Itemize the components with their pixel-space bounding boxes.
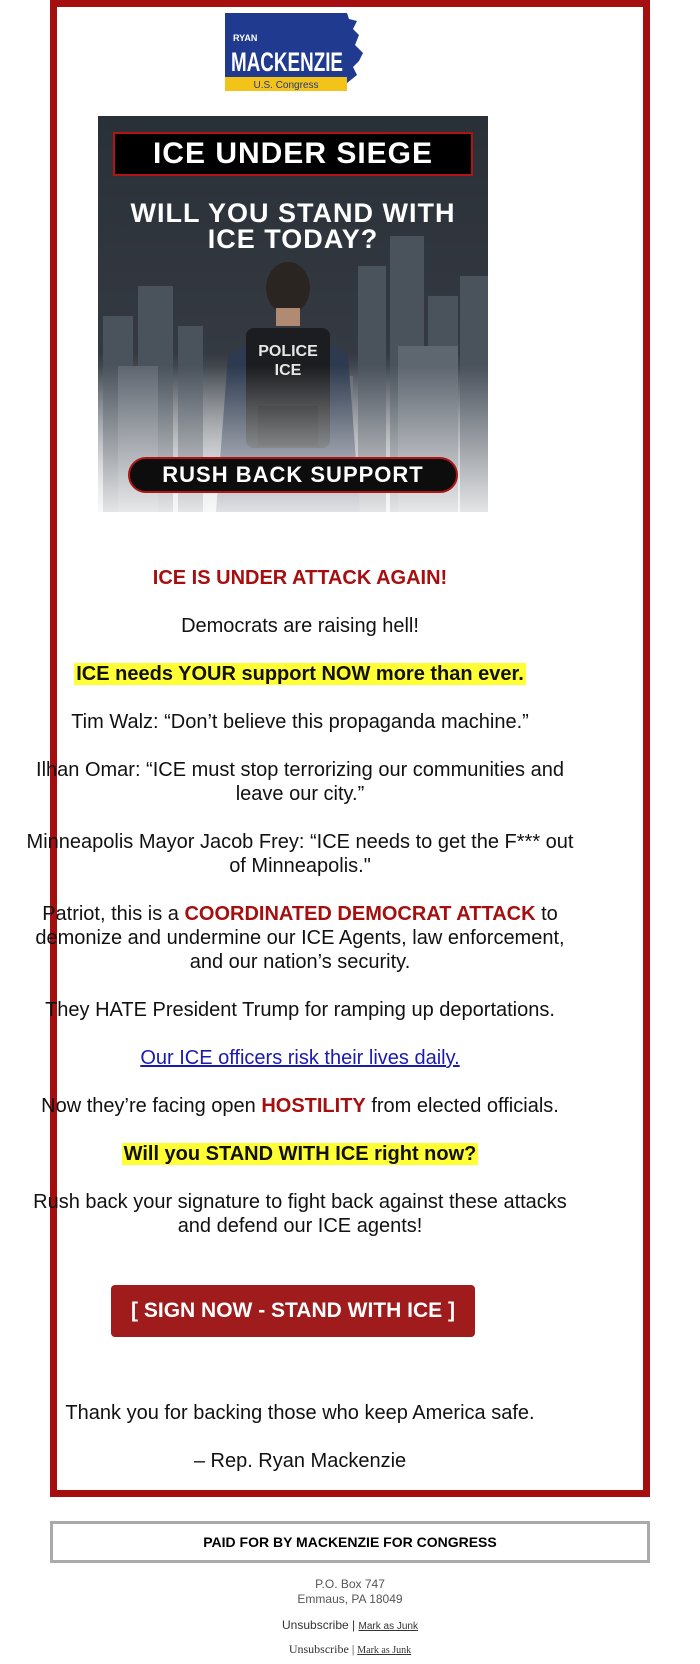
logo-name: MACKENZIE bbox=[231, 47, 343, 77]
patriot-post: to bbox=[535, 903, 558, 925]
thank-you-text: Thank you for backing those who keep America safe. bbox=[65, 1402, 535, 1424]
patriot-line3: and our nation’s security. bbox=[189, 951, 411, 973]
vest-label-police: POLICE bbox=[258, 343, 318, 360]
address-line2: Emmaus, PA 18049 bbox=[297, 1592, 403, 1606]
highlight-text: ICE needs YOUR support NOW more than ever. bbox=[76, 663, 524, 685]
link-paragraph bbox=[7, 1046, 593, 1070]
address-line1: P.O. Box 747 bbox=[315, 1577, 385, 1591]
unsubscribe-row bbox=[0, 1618, 700, 1634]
patriot-red: COORDINATED DEMOCRAT ATTACK bbox=[184, 903, 536, 925]
hostility-post: from elected officials. bbox=[365, 1095, 559, 1117]
patriot-pre: Patriot, this is a bbox=[42, 903, 185, 925]
hero-question-line2: ICE TODAY? bbox=[207, 224, 379, 254]
unsubscribe-link-2[interactable]: Unsubscribe bbox=[288, 1642, 349, 1656]
logo-small-name: RYAN bbox=[233, 33, 258, 43]
hostility-pre: Now they’re facing open bbox=[41, 1095, 262, 1117]
quote-omar-line2: leave our city.” bbox=[235, 783, 365, 805]
rush-back-support-button[interactable]: RUSH BACK SUPPORT bbox=[128, 457, 458, 493]
paid-for-disclaimer: PAID FOR BY MACKENZIE FOR CONGRESS bbox=[50, 1521, 650, 1563]
unsubscribe-row-2 bbox=[0, 1642, 700, 1658]
mark-as-junk-link-2[interactable]: Mark as Junk bbox=[357, 1645, 412, 1656]
paragraph-stand-highlight bbox=[7, 1142, 593, 1166]
hero-question-line1: WILL YOU STAND WITH bbox=[130, 198, 456, 228]
quote-frey-line1: Minneapolis Mayor Jacob Frey: “ICE needs to get the F*** out bbox=[26, 831, 574, 853]
quote-omar-line1: Ilhan Omar: “ICE must stop terrorizing our communities and bbox=[36, 759, 564, 781]
quote-frey-line2: of Minneapolis." bbox=[229, 855, 371, 877]
hero-image[interactable] bbox=[98, 116, 488, 512]
hero-banner: ICE UNDER SIEGE bbox=[113, 132, 473, 176]
logo-tagline: U.S. Congress bbox=[253, 80, 319, 91]
paragraph-hostility bbox=[7, 1094, 593, 1118]
sign-now-button[interactable]: [ SIGN NOW - STAND WITH ICE ] bbox=[111, 1285, 475, 1337]
paragraph-hate-trump: They HATE President Trump for ramping up deportations. bbox=[45, 999, 555, 1021]
unsubscribe-link[interactable]: Unsubscribe bbox=[282, 1618, 349, 1632]
rush-line1: Rush back your signature to fight back against these attacks bbox=[33, 1191, 567, 1213]
separator: | bbox=[352, 1618, 356, 1632]
mackenzie-logo bbox=[217, 9, 367, 99]
patriot-line2: demonize and undermine our ICE Agents, law enforcement, bbox=[35, 927, 565, 949]
headline: ICE IS UNDER ATTACK AGAIN! bbox=[152, 567, 448, 589]
rush-line2: and defend our ICE agents! bbox=[177, 1215, 423, 1237]
signature: – Rep. Ryan Mackenzie bbox=[193, 1450, 407, 1472]
mark-as-junk-link[interactable]: Mark as Junk bbox=[358, 1621, 418, 1632]
separator-2: | bbox=[351, 1642, 355, 1656]
hostility-red: HOSTILITY bbox=[261, 1095, 366, 1117]
ice-officers-link[interactable]: Our ICE officers risk their lives daily. bbox=[140, 1047, 460, 1069]
paragraph-raising-hell: Democrats are raising hell! bbox=[181, 615, 419, 637]
quote-walz: Tim Walz: “Don’t believe this propaganda machine.” bbox=[71, 711, 529, 733]
paragraph-support-highlight bbox=[7, 662, 593, 686]
stand-highlight-text: Will you STAND WITH ICE right now? bbox=[123, 1143, 477, 1165]
patriot-line1 bbox=[7, 902, 593, 926]
